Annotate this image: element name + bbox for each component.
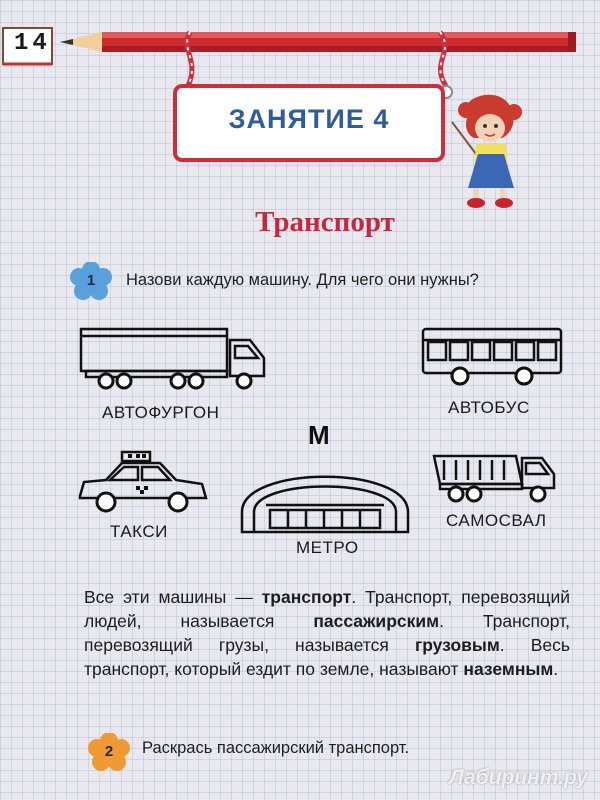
task-1-number: 1: [86, 272, 96, 289]
dump-truck-label: САМОСВАЛ: [446, 511, 547, 530]
taxi-illustration: [76, 446, 210, 518]
term-passenger: пассажирским: [313, 611, 440, 631]
paragraph-text: . Весь транспорт, который ездит по земле, называют: [84, 635, 571, 679]
paragraph-text: .: [553, 659, 559, 679]
topic-title: Транспорт: [255, 206, 395, 238]
paragraph-text: . Транспорт, перевозящий людей, называется: [84, 587, 570, 631]
bus-illustration: [420, 326, 566, 388]
watermark-logo: Лабиринт.ру: [449, 766, 588, 789]
term-ground: наземным: [463, 659, 554, 679]
van-illustration: [78, 326, 270, 392]
girl-mascot-illustration: [448, 88, 526, 214]
term-cargo: грузовым: [414, 635, 500, 655]
taxi-label: ТАКСИ: [110, 522, 168, 541]
task-1-instruction: Назови каждую машину. Для чего они нужны?: [126, 271, 479, 289]
bus-label: АВТОБУС: [448, 398, 530, 417]
paragraph-text: . Транспорт, перевозящий грузы, называется: [84, 611, 570, 655]
metro-label: МЕТРО: [296, 538, 359, 557]
term-transport: транспорт: [261, 587, 352, 607]
metro-sign: М: [308, 420, 330, 450]
paragraph-text: Все эти машины —: [84, 587, 262, 607]
van-label: АВТОФУРГОН: [102, 403, 220, 422]
dump-truck-illustration: [430, 436, 558, 506]
definition-paragraph: [84, 585, 570, 681]
task-2-instruction: Раскрась пассажирский транспорт.: [142, 739, 410, 757]
task-2-number: 2: [104, 743, 114, 760]
page-number: 14: [14, 30, 51, 57]
lesson-title: ЗАНЯТИЕ 4: [228, 104, 390, 134]
